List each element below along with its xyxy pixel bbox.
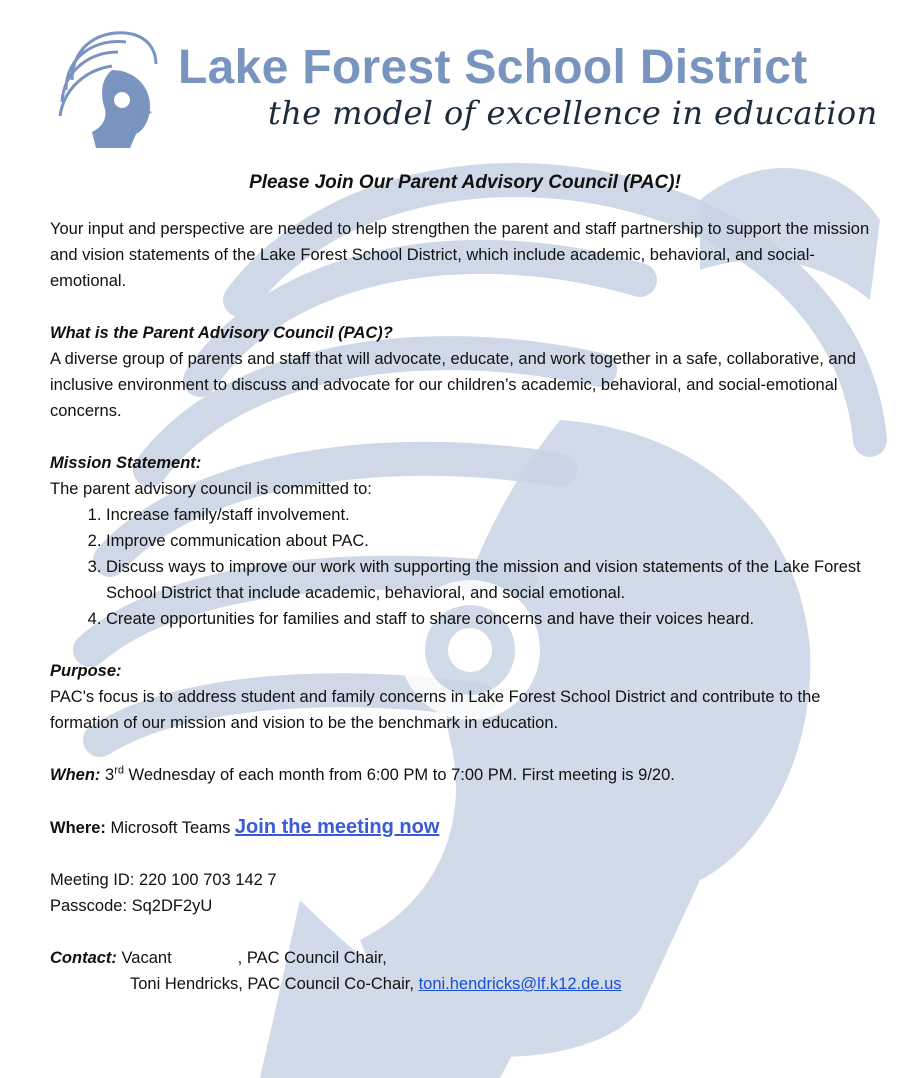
- contact-cochair: Toni Hendricks, PAC Council Co-Chair,: [130, 975, 414, 993]
- when-label: When:: [50, 766, 101, 784]
- where-line: [50, 814, 880, 841]
- contact-email-link[interactable]: toni.hendricks@lf.k12.de.us: [418, 975, 622, 993]
- when-ordinal-suffix: rd: [114, 764, 124, 777]
- contact-chair-role: , PAC Council Chair,: [237, 949, 387, 967]
- join-meeting-link[interactable]: Join the meeting now: [234, 816, 440, 838]
- mission-lead: The parent advisory council is committed to:: [50, 480, 372, 498]
- when-line: [50, 762, 880, 788]
- where-label: Where:: [50, 819, 106, 837]
- what-is-heading: What is the Parent Advisory Council (PAC)?: [50, 324, 393, 342]
- list-item: 3. Discuss ways to improve our work with supporting the mission and vision statements of the Lake Forest School District that include academic, behavioral, and social emotional.: [106, 554, 880, 606]
- when-ordinal: 3: [105, 766, 115, 784]
- where-text: Microsoft Teams: [110, 819, 231, 837]
- district-name: Lake Forest School District: [178, 41, 808, 94]
- list-item: 2. Improve communication about PAC.: [106, 528, 880, 554]
- meeting-passcode: Passcode: Sq2DF2yU: [50, 897, 213, 915]
- list-item: 1. Increase family/staff involvement.: [106, 502, 880, 528]
- district-tagline: the model of excellence in education: [268, 94, 878, 132]
- contact-line-1: [50, 945, 880, 971]
- contact-line-2: [50, 971, 880, 997]
- what-is-body: A diverse group of parents and staff that will advocate, educate, and work together in a safe, collaborative, and inclusive environment to discuss and advocate for our children’s academic, behavioral, and social-emotional concerns.: [50, 350, 856, 420]
- mission-heading: Mission Statement:: [50, 454, 202, 472]
- contact-chair-name: Vacant: [121, 949, 172, 967]
- list-item: 4. Create opportunities for families and staff to share concerns and have their voices heard.: [106, 606, 880, 632]
- meeting-id: Meeting ID: 220 100 703 142 7: [50, 871, 277, 889]
- purpose-heading: Purpose:: [50, 662, 122, 680]
- page-title: Please Join Our Parent Advisory Council (PAC)!: [249, 172, 681, 193]
- when-text: Wednesday of each month from 6:00 PM to 7:00 PM. First meeting is 9/20.: [123, 766, 675, 784]
- contact-label: Contact:: [50, 949, 117, 967]
- spartan-helmet-icon: [52, 20, 162, 150]
- intro-paragraph: Your input and perspective are needed to help strengthen the parent and staff partnership to support the mission and vision statements of the Lake Forest School District, which include academic, behavioral, and social-emotional.: [50, 220, 870, 290]
- purpose-body: PAC's focus is to address student and family concerns in Lake Forest School District and contribute to the formation of our mission and vision to be the benchmark in education.: [50, 688, 821, 732]
- flyer-content: [50, 170, 880, 997]
- page-header: [0, 0, 919, 160]
- mission-list: [50, 502, 880, 632]
